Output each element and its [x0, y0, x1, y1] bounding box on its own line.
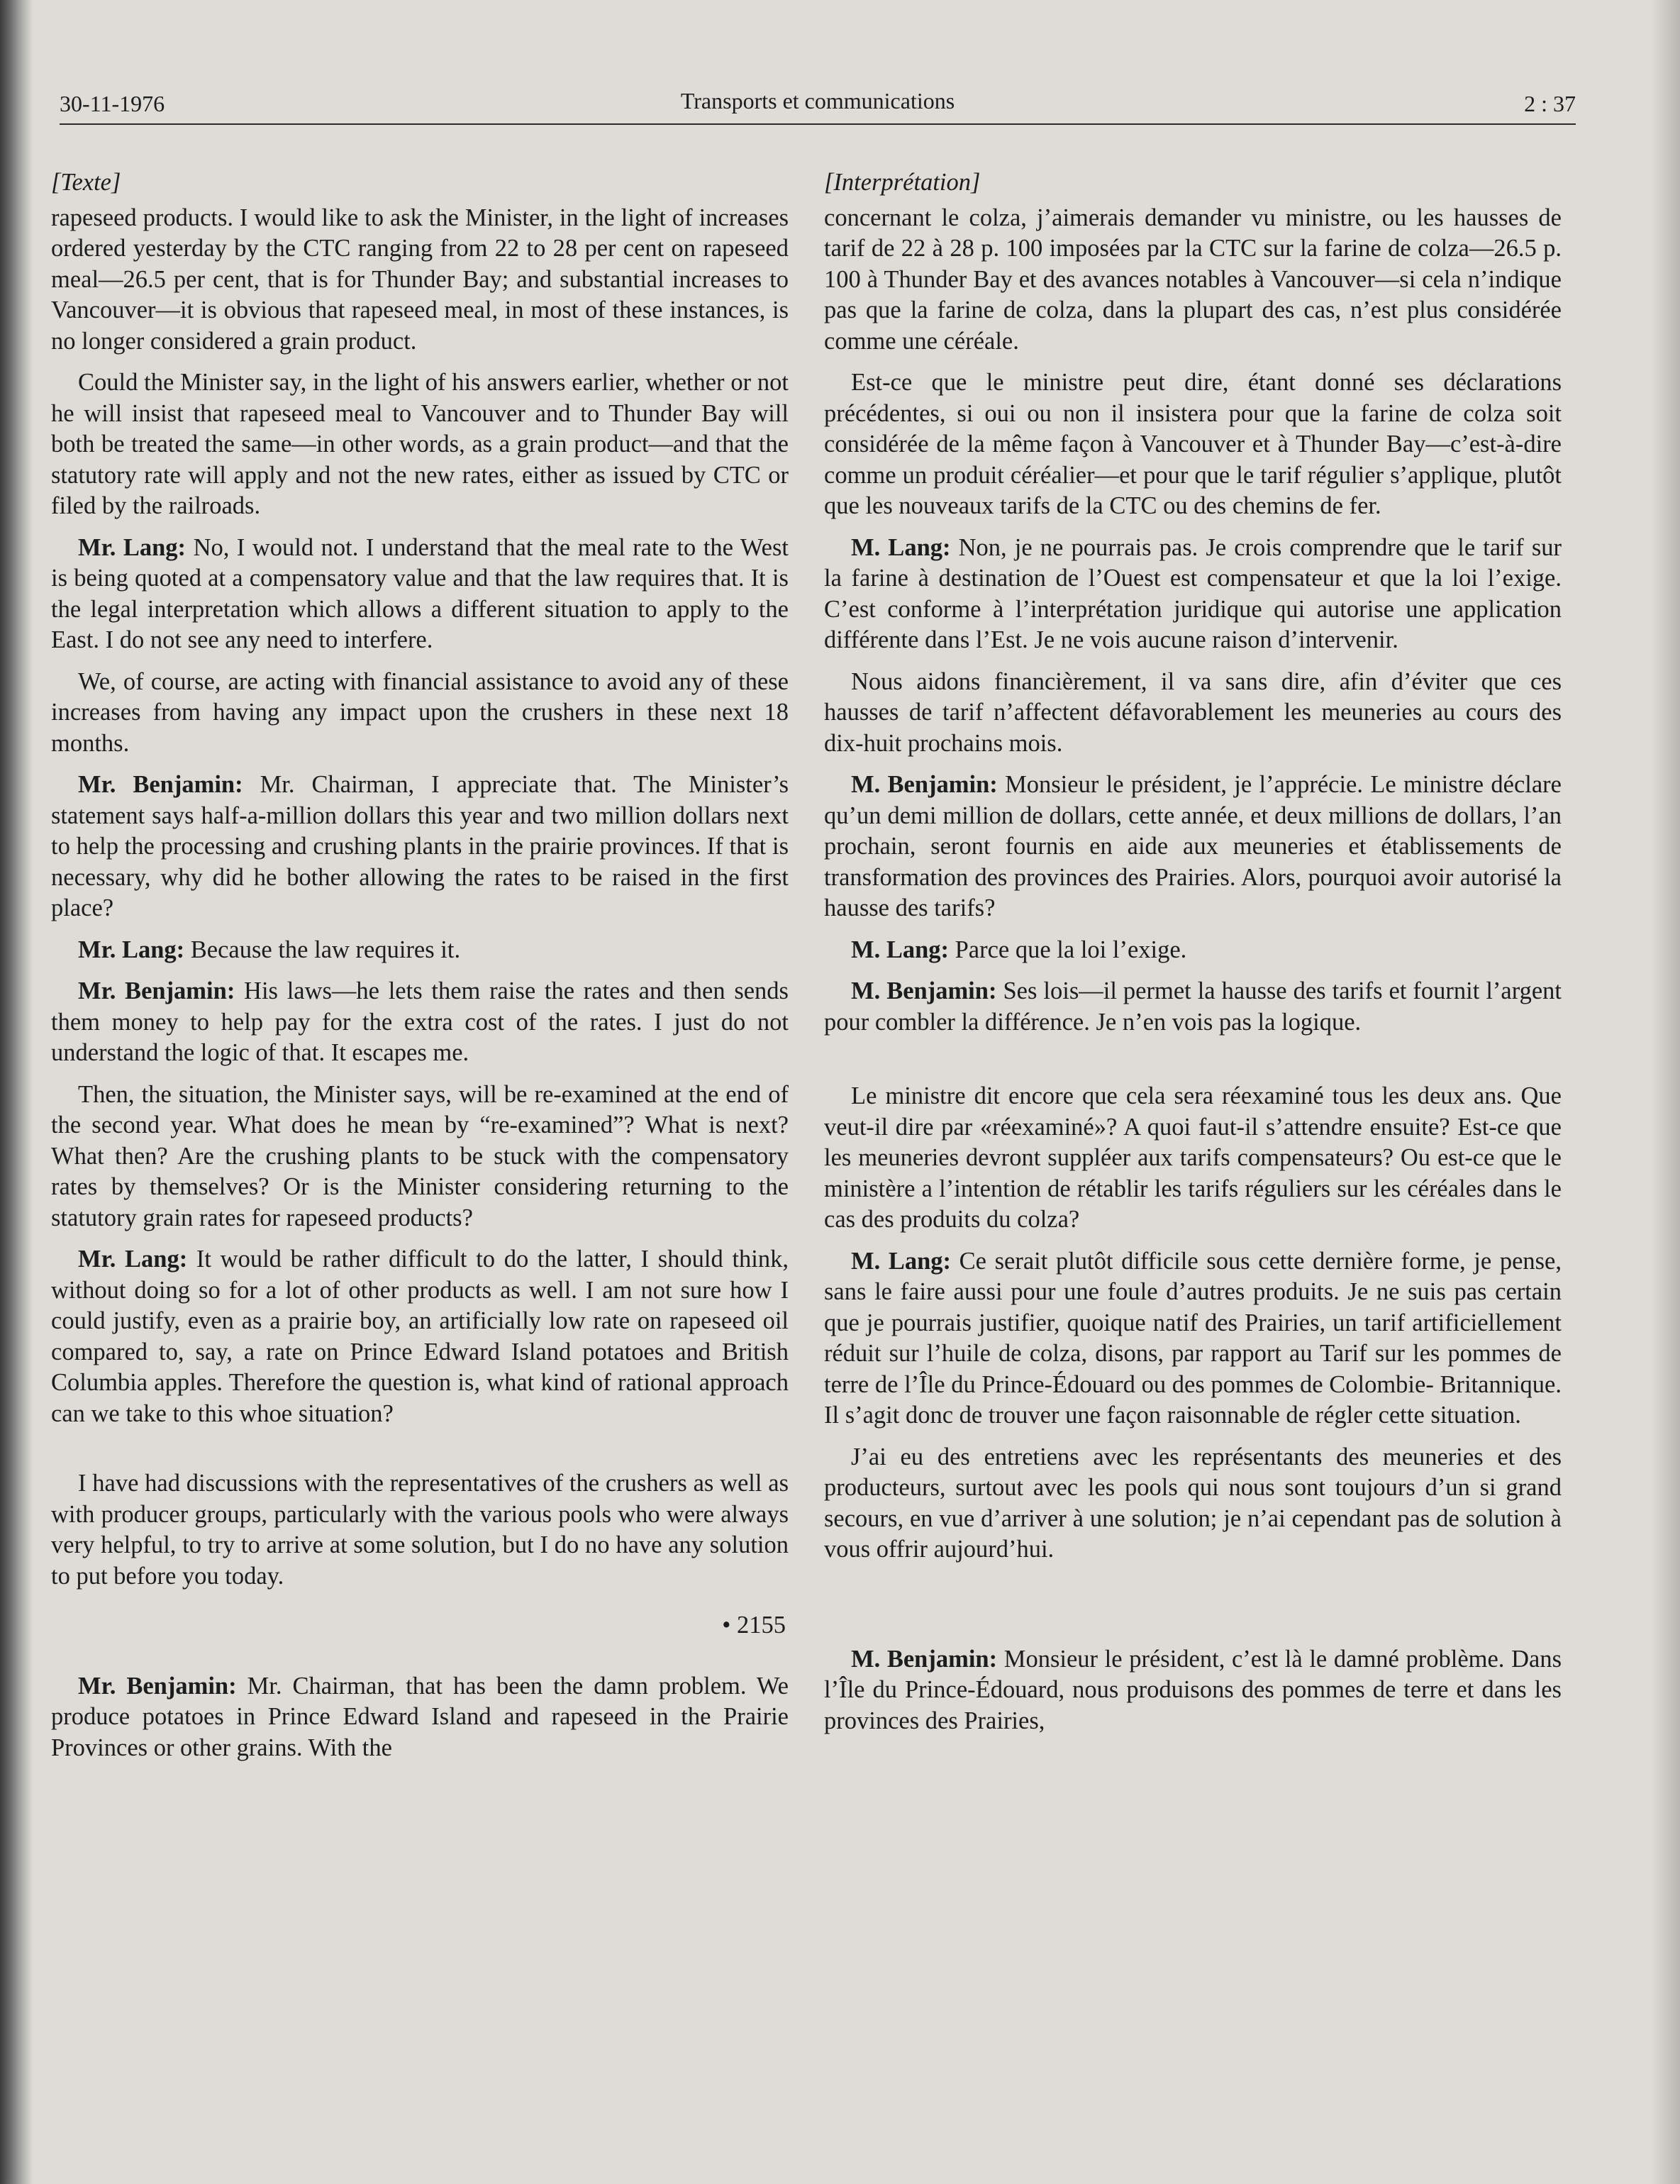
speaker-name: M. Benjamin: [851, 1645, 998, 1673]
speech-text: Non, je ne pourrais pas. Je crois comprendre que le tarif sur la farine à destination de l’Ouest est compensateur et que la loi l’exige. C’est conforme à l’interprétation juridique qui autorise une application différente dans l’Est. Je ne vois aucune raison d’intervenir. [824, 533, 1562, 653]
speaker-name: Mr. Benjamin: [78, 1672, 237, 1700]
spacer [824, 1576, 1562, 1644]
paragraph: Le ministre dit encore que cela sera réexaminé tous les deux ans. Que veut-il dire par «réexaminé»? A quoi faut-il s’attendre ensuite? Est-ce que les meuneries devront suppléer aux tarifs compensateurs? Ou est-ce que le ministère a l’intention de rétablir les tarifs réguliers sur les céréales dans le cas des produits du colza? [824, 1082, 1562, 1233]
speech-paragraph [51, 935, 789, 966]
speech-paragraph [824, 770, 1562, 924]
speaker-name: Mr. Lang: [78, 1246, 188, 1273]
speech-text: Ses lois—il permet la hausse des tarifs et fournit l’argent pour combler la différence. Je n’en vois pas la logique. [824, 977, 1562, 1036]
speaker-name: Mr. Benjamin: [78, 771, 243, 798]
header-date: 30-11-1976 [60, 91, 165, 116]
page-edge-shadow [1652, 0, 1680, 2184]
time-marker: • 2155 [722, 1612, 786, 1639]
speech-text: Ce serait plutôt difficile sous cette dernière forme, je pense, sans le faire aussi pour une foule d’autres produits. Je ne suis pas certain que je pourrais justifier, quoique natif des Prairies, un tarif artificiellement réduit sur l’huile de colza, disons, par rapport au Tarif sur les pommes de terre de l’Île du Prince-Édouard ou des pommes de Colombie- Britannique. Il s’agit donc de trouver une façon raisonnable de régler cette situation. [824, 1247, 1562, 1429]
header-title: Transports et communications [680, 88, 955, 113]
speaker-name: M. Benjamin: [851, 977, 997, 1004]
paragraph: Nous aidons financièrement, il va sans dire, afin d’éviter que ces hausses de tarif n’affectent défavorablement les meuneries au cours des dix-huit prochains mois. [824, 667, 1562, 757]
speech-text: His laws—he lets them raise the rates and then sends them money to help pay for the extra cost of the rates. I just do not understand the logic of that. It escapes me. [51, 977, 789, 1066]
speech-paragraph [51, 770, 789, 924]
speech-text: No, I would not. I understand that the meal rate to the West is being quoted at a compensatory value and that the law requires that. It is the legal interpretation which allows a different situation to apply to the East. I do not see any need to interfere. [51, 533, 789, 653]
paragraph: We, of course, are acting with financial assistance to avoid any of these increases from having any impact upon the crushers in these next 18 months. [51, 667, 789, 757]
english-column [51, 167, 789, 1774]
paragraph: I have had discussions with the representatives of the crushers as well as with producer groups, particularly with the various pools who were always very helpful, to try to arrive at some solution, but I do no have any solution to put before you today. [51, 1470, 789, 1590]
column-label: [Interprétation] [824, 169, 981, 196]
header-page-number: 2 : 37 [1524, 91, 1576, 116]
speech-text: It would be rather difficult to do the latter, I should think, without doing so for a lot of other products as well. I am not sure how I could justify, even as a prairie boy, an artificially low rate on rapeseed oil compared to, say, a rate on Prince Edward Island potatoes and British Columbia apples. Therefore the question is, what kind of rational approach can we take to this whoe situation? [51, 1246, 789, 1427]
paragraph: J’ai eu des entretiens avec les représentants des meuneries et des producteurs, surtout avec les pools qui nous sont toujours d’un si grand secours, en vue d’arriver à une solution; je n’ai cependant pas de solution à vous offrir aujourd’hui. [824, 1443, 1562, 1563]
speech-text: Because the law requires it. [184, 936, 461, 963]
speech-text: Parce que la loi l’exige. [949, 936, 1187, 963]
speech-text: Mr. Chairman, that has been the damn problem. We produce potatoes in Prince Edward Island and rapeseed in the Prairie Provinces or other grains. With the [51, 1672, 789, 1761]
speaker-name: M. Lang: [851, 533, 951, 561]
paragraph: concernant le colza, j’aimerais demander vu ministre, ou les hausses de tarif de 22 à 28 p. 100 imposées par la CTC sur la farine de colza—26.5 p. 100 à Thunder Bay et des avances notables à Vancouver—si cela n’indique pas que la farine de colza, dans la plupart des cas, n’est plus considérée comme une céréale. [824, 204, 1562, 355]
speech-text: Monsieur le président, je l’apprécie. Le ministre déclare qu’un demi million de dollars, cette année, et deux millions de dollars, l’an prochain, seront fournis en aide aux meuneries et établissements de transformation des provinces des Prairies. Alors, pourquoi avoir autorisé la hausse des tarifs? [824, 771, 1562, 921]
speaker-name: Mr. Benjamin: [78, 977, 235, 1004]
book-spine-shadow [0, 0, 33, 2184]
speaker-name: M. Lang: [851, 1247, 952, 1275]
speech-paragraph [824, 1246, 1562, 1431]
speech-paragraph [51, 1244, 789, 1429]
speech-paragraph [824, 1644, 1562, 1737]
paragraph: Then, the situation, the Minister says, will be re-examined at the end of the second year. What does he mean by “re-examined”? What is next? What then? Are the crushing plants to be stuck with the compensatory rates by themselves? Or is the Minister considering returning to the statutory grain rates for rapeseed products? [51, 1080, 789, 1231]
spacer [51, 1440, 789, 1468]
column-label: [Texte] [51, 169, 121, 196]
speech-paragraph [51, 533, 789, 656]
document-page [51, 0, 1576, 2184]
speaker-name: Mr. Lang: [78, 936, 185, 963]
speech-paragraph [51, 1671, 789, 1764]
speech-paragraph [824, 935, 1562, 966]
paragraph: rapeseed products. I would like to ask the Minister, in the light of increases ordered yesterday by the CTC ranging from 22 to 28 per cent on rapeseed meal—26.5 per cent, that is for Thunder Bay; and substantial increases to Vancouver—it is obvious that rapeseed meal, in most of these instances, is no longer considered a grain product. [51, 204, 789, 355]
spacer [824, 1048, 1562, 1081]
speaker-name: Mr. Lang: [78, 533, 187, 561]
speaker-name: M. Benjamin: [851, 771, 998, 798]
speech-text: Mr. Chairman, I appreciate that. The Minister’s statement says half-a-million dollars this year and two million dollars next to help the processing and crushing plants in the prairie provinces. If that is necessary, why did he bother allowing the rates to be raised in the first place? [51, 771, 789, 921]
speech-paragraph [824, 976, 1562, 1038]
french-column [824, 167, 1562, 1747]
paragraph: Est-ce que le ministre peut dire, étant donné ses déclarations précédentes, si oui ou non il insistera pour que la farine de colza soit considérée de la même façon à Vancouver et à Thunder Bay—c’est-à-dire comme un produit céréalier—et pour que le tarif régulier s’applique, plutôt que les nouveaux tarifs de la CTC ou des chemins de fer. [824, 369, 1562, 519]
speech-paragraph [51, 976, 789, 1069]
speech-text: Monsieur le président, c’est là le damné problème. Dans l’Île du Prince-Édouard, nous produisons des pommes de terre et dans les provinces des Prairies, [824, 1645, 1562, 1734]
speaker-name: M. Lang: [851, 936, 949, 963]
running-header [60, 84, 1576, 125]
paragraph: Could the Minister say, in the light of his answers earlier, whether or not he will insist that rapeseed meal to Vancouver and to Thunder Bay will both be treated the same—in other words, as a grain product—and that the statutory rate will apply and not the new rates, either as issued by CTC or filed by the railroads. [51, 369, 789, 519]
speech-paragraph [824, 533, 1562, 656]
